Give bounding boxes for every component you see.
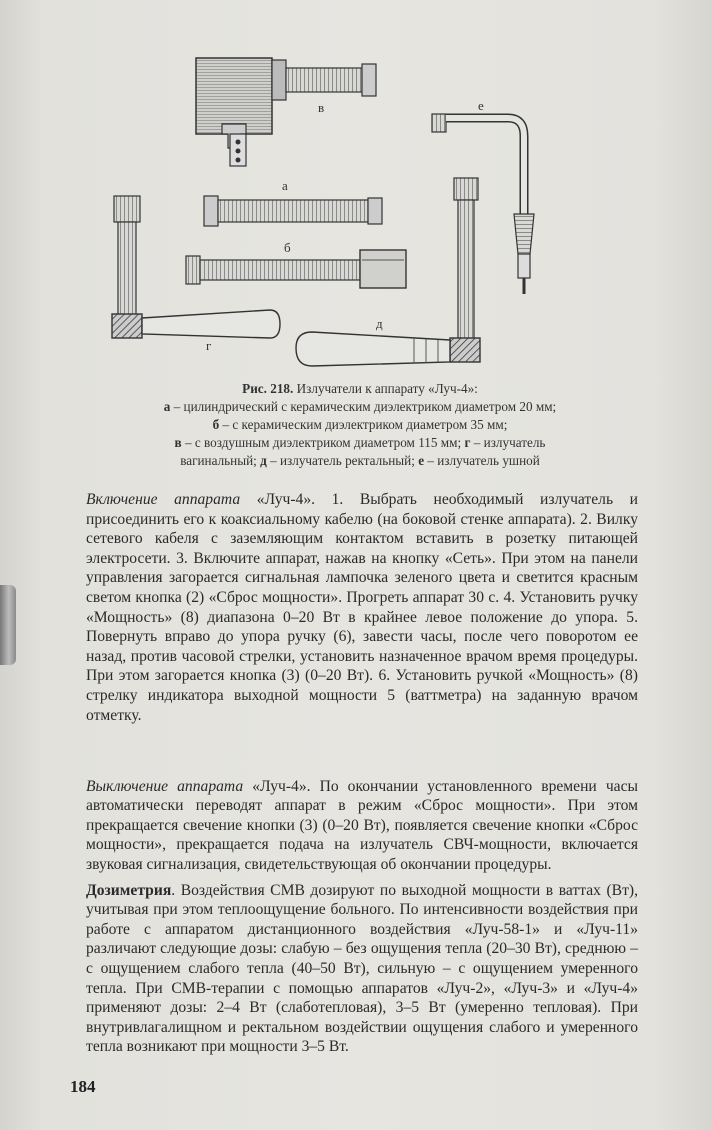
text-dosimetry: . Воздействия СМВ дозируют по выходной мощности в ваттах (Вт), учитывая при этом теплоощущение больного. По интенсивности воздействия при работе с аппаратом дистанционного воздействия «Луч-58-1» и «Луч-11» различают следующие дозы: слабую – без ощущения тепла (20–30 Вт), среднюю – с ощущением слабого тепла (40–50 Вт), сильную – с ощущением умеренного тепла. При СМВ-терапии с помощью аппаратов «Луч-2», «Луч-3» и «Луч-4» применяют дозы: 2–4 Вт (слаботепловая), 3–5 Вт (умеренно тепловая). При внутривлагалищном и ректальном воздействии ощущения слабого и умеренного тепла возникают при мощности 3–5 Вт. — [86, 881, 638, 1056]
caption-key-d: д — [260, 453, 267, 468]
label-a: а — [282, 178, 288, 193]
caption-line-4 — [60, 452, 660, 470]
emitters-illustration — [100, 48, 620, 378]
caption-key-b: б — [212, 417, 220, 432]
label-v: в — [318, 100, 325, 115]
caption-number: Рис. 218. — [242, 381, 294, 396]
caption-line-2 — [60, 416, 660, 434]
caption-text-v: – с воздушным диэлектриком диаметром 115 мм; — [181, 435, 465, 450]
caption-text-a: – цилиндрический с керамическим диэлектриком диаметром 20 мм; — [170, 399, 557, 414]
caption-line-3 — [60, 434, 660, 452]
heading-turning-on: Включение аппарата — [86, 491, 241, 508]
caption-key-g: г — [464, 435, 471, 450]
page-tab-marker — [0, 585, 16, 665]
text-turning-on: «Луч-4». 1. Выбрать необходимый излучатель и присоединить его к коаксиальному кабелю (на боковой стенке аппарата). 2. Вилку сетевого кабеля с заземляющим контактом вставить в розетку питающей электросети. 3. Включите аппарат, нажав на кнопку «Сеть». При этом на панели управления загорается сигнальная лампочка зеленого цвета и светится красным светом кнопка (2) «Сброс мощности». Прогреть аппарат 30 с. 4. Установить ручку «Мощность» (8) диапазона 0–20 Вт в крайнее левое положение до упора. 5. Повернуть вправо до упора ручку (6), завести часы, после чего поворотом ее назад, против часовой стрелки, установить назначенное врачом время процедуры. При этом загорается кнопка (3) (0–20 Вт). 6. Установить ручкой «Мощность» (8) стрелку индикатора выходной мощности 5 (ваттметра) на заданную врачом отметку. — [86, 491, 638, 724]
caption-text-g: – излучатель — [470, 435, 546, 450]
caption-text-b: – с керамическим диэлектриком диаметром 35 мм; — [219, 417, 508, 432]
caption-title: Излучатели к аппарату «Луч-4»: — [296, 381, 478, 396]
heading-dosimetry: Дозиметрия — [86, 881, 172, 899]
label-g: г — [206, 338, 212, 353]
caption-title-line — [60, 380, 660, 398]
paragraph-turning-on — [86, 490, 638, 725]
text-turning-off: «Луч-4». По окончании установленного времени часы автоматически переводят аппарат в режим «Сброс мощности». При этом прекращается свечение кнопки (3) (0–20 Вт), появляется свечение кнопки «Сброс мощности», прекращается подача на излучатель СВЧ-мощности, включается звуковая сигнализация, свидетельствующая об окончании процедуры. — [86, 777, 638, 873]
emitter-e — [432, 114, 534, 294]
label-e: е — [478, 98, 484, 113]
page-number: 184 — [70, 1077, 96, 1096]
figure-218 — [100, 48, 620, 378]
label-d: д — [376, 316, 383, 331]
emitter-a — [204, 196, 382, 226]
label-b: б — [284, 240, 291, 255]
emitter-v — [196, 58, 376, 166]
caption-text-g2: вагинальный; — [180, 453, 261, 468]
caption-text-d: – излучатель ректальный; — [266, 453, 419, 468]
caption-text-e: – излучатель ушной — [424, 453, 540, 468]
heading-turning-off: Выключение аппарата — [86, 777, 244, 795]
caption-key-a: а — [163, 399, 171, 414]
figure-caption — [60, 380, 660, 470]
caption-key-e: е — [418, 453, 425, 468]
emitter-b — [186, 250, 406, 288]
paragraph-dosimetry — [86, 865, 638, 1073]
caption-key-v: в — [174, 435, 182, 450]
caption-line-1 — [60, 398, 660, 416]
